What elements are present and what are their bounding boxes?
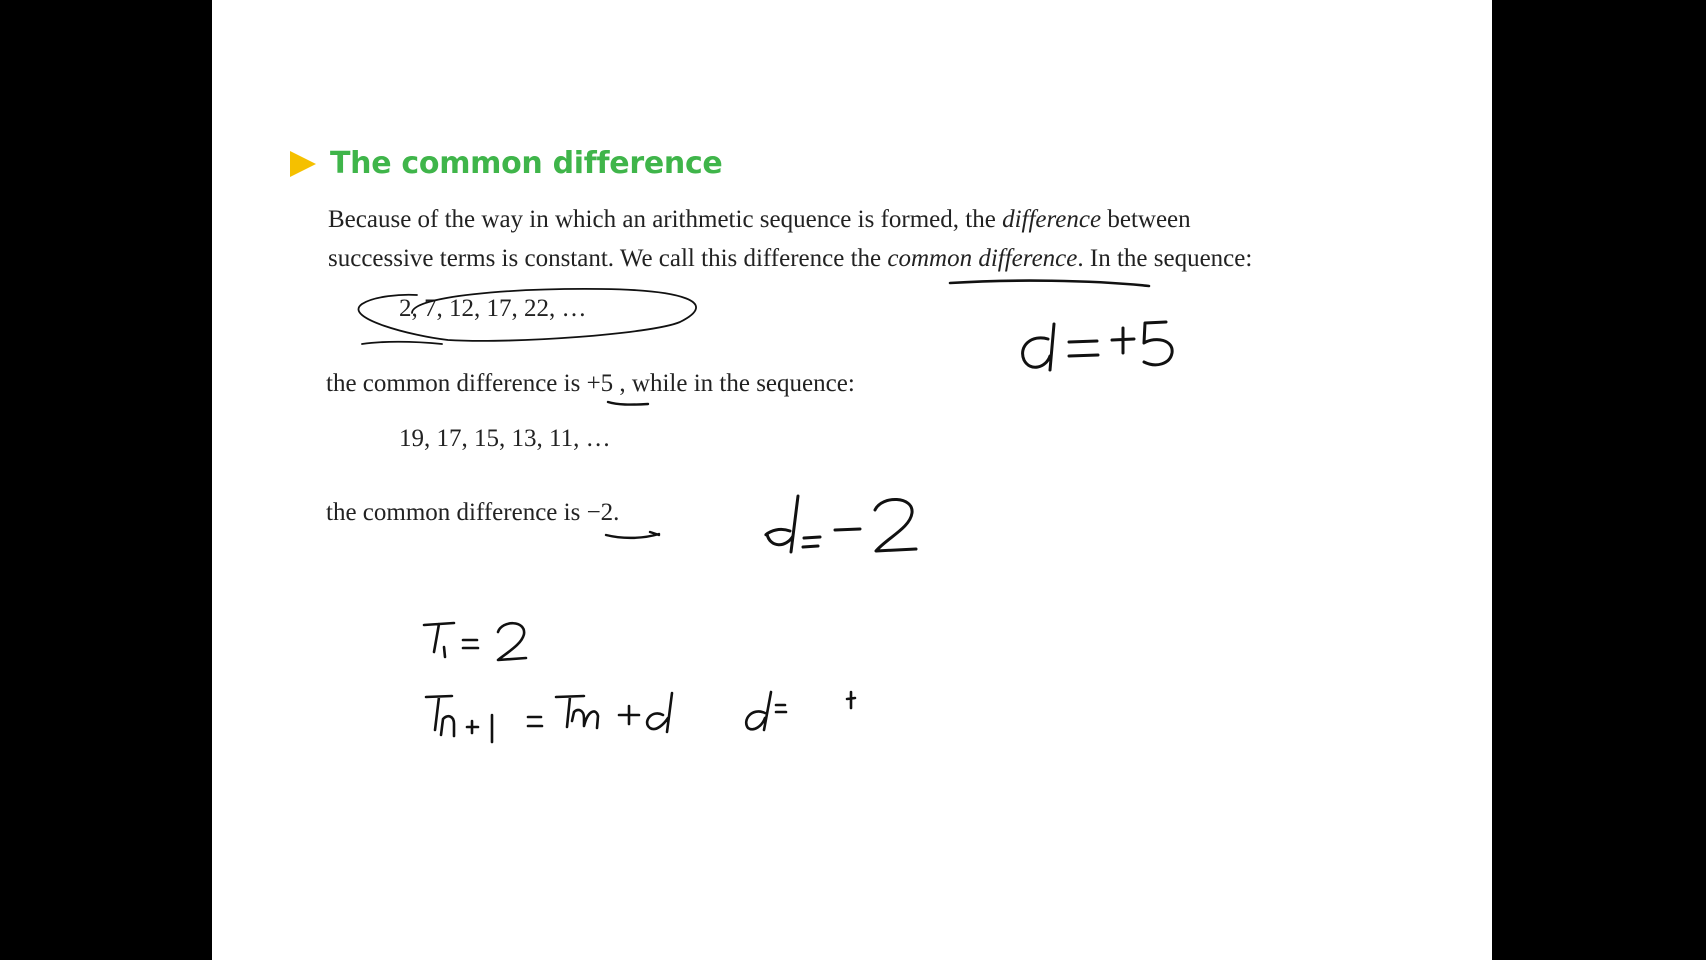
ink-recurrence-formula	[426, 693, 672, 742]
common-difference-line-2	[326, 499, 619, 527]
text-run: . In the sequence:	[1077, 245, 1253, 272]
text-run: Because of the way in which an arithmetic sequence is formed, the	[328, 206, 1003, 233]
play-arrow-icon	[290, 151, 316, 177]
paragraph-line-2	[328, 239, 1378, 278]
section-heading	[290, 146, 722, 181]
intro-paragraph	[328, 200, 1378, 278]
text-run: between	[1101, 206, 1191, 233]
sequence-decreasing: 19, 17, 15, 13, 11, …	[399, 425, 611, 452]
text-run: the common difference is	[326, 370, 587, 397]
difference-value-positive: +5	[586, 370, 614, 397]
paragraph-line-1	[328, 200, 1378, 239]
sequence-increasing: 2, 7, 12, 17, 22, …	[399, 295, 587, 322]
ink-d-equals-minus-2	[766, 496, 916, 552]
text-run: the common difference is	[326, 499, 587, 526]
handwritten-annotations	[212, 0, 1492, 960]
slide-page	[212, 0, 1492, 960]
ink-t1-equals-2	[424, 623, 526, 660]
text-run: , while in the sequence:	[613, 370, 855, 397]
common-difference-line-1	[326, 370, 855, 398]
heading-title: The common difference	[330, 146, 723, 181]
ink-underline-minus-2	[606, 532, 659, 538]
emphasis-common-difference: common difference	[887, 245, 1078, 272]
ink-underline-plus-5	[608, 402, 648, 405]
text-run: successive terms is constant. We call this difference the	[328, 245, 888, 272]
ink-underline-common-difference	[950, 281, 1149, 286]
ink-d-equals-plus-5	[1023, 322, 1173, 370]
difference-value-negative: −2.	[586, 499, 620, 526]
ink-d-equals-partial	[746, 692, 855, 730]
emphasis-difference: difference	[1002, 206, 1102, 233]
